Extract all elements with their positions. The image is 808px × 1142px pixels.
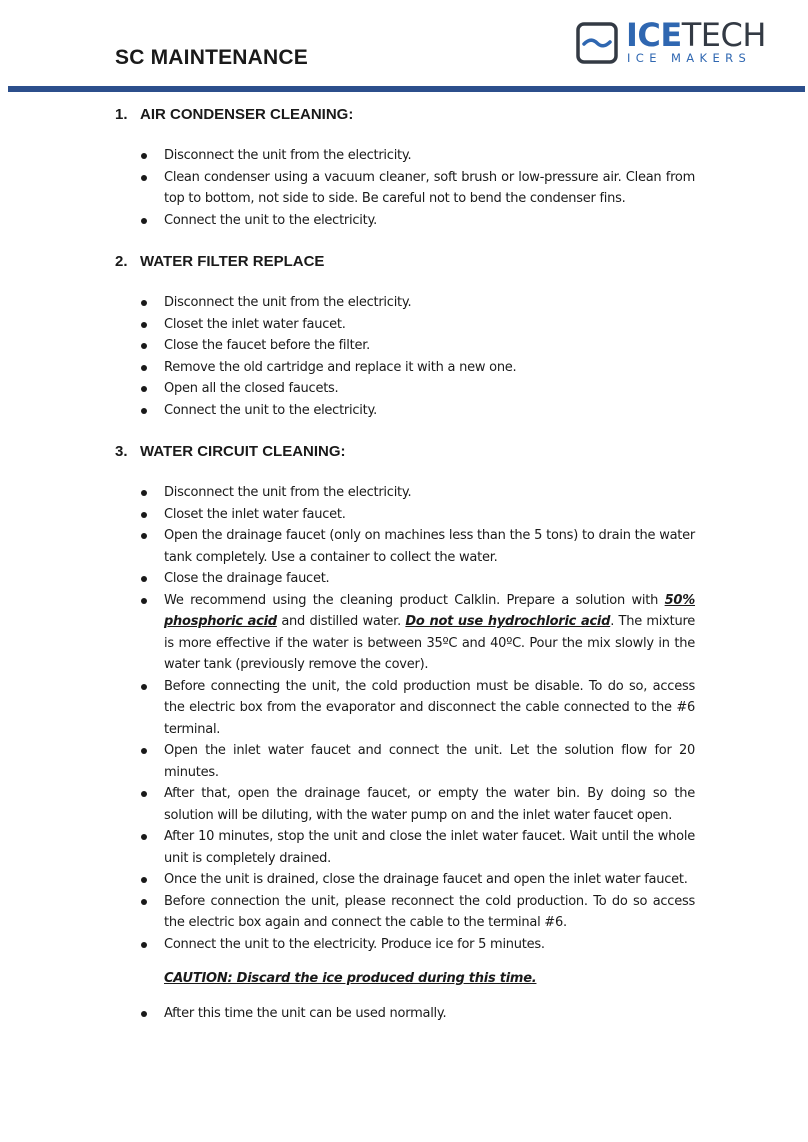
section-heading-water-circuit (115, 442, 695, 462)
list-item: Before connecting the unit, the cold production must be disable. To do so, access the electric box from the evaporator and disconnect the cable connected to the #6 terminal. (115, 676, 695, 741)
air-condenser-steps (115, 145, 695, 231)
list-item-calklin (115, 590, 695, 676)
list-item: Clean condenser using a vacuum cleaner, soft brush or low-pressure air. Clean from top to bottom, not side to side. Be careful not to bend the condenser fins. (115, 167, 695, 210)
list-item: Close the drainage faucet. (115, 568, 695, 590)
list-item: Close the faucet before the filter. (115, 335, 695, 357)
section-heading-water-filter (115, 252, 695, 272)
list-item: Disconnect the unit from the electricity. (115, 482, 695, 504)
header-rule (8, 86, 805, 92)
hydrochloric-warning-emphasis: Do not use hydrochloric acid (405, 614, 611, 629)
list-item: Connect the unit to the electricity. Produce ice for 5 minutes. (115, 934, 695, 956)
list-item: Disconnect the unit from the electricity. (115, 145, 695, 167)
list-item: Open the inlet water faucet and connect the unit. Let the solution flow for 20 minutes. (115, 740, 695, 783)
list-item: Connect the unit to the electricity. (115, 210, 695, 232)
water-circuit-steps (115, 482, 695, 955)
after-steps (115, 1003, 695, 1025)
logo-tagline: ICE MAKERS (627, 51, 752, 65)
list-item: Closet the inlet water faucet. (115, 314, 695, 336)
icetech-logo (576, 16, 766, 68)
section-heading-air-condenser (115, 105, 695, 125)
calklin-text-3: . The mixture is more effective if the water is between 35ºC and 40ºC. Pour the mix slowly in the water tank (previously remove the cover). (164, 614, 696, 672)
phosphoric-acid-emphasis: 50% phosphoric acid (164, 592, 695, 629)
section-number: 1. (115, 106, 128, 123)
calklin-text-2: and distilled water. (276, 614, 406, 629)
list-item: Once the unit is drained, close the drainage faucet and open the inlet water faucet. (115, 869, 695, 891)
caution-note (115, 968, 695, 990)
section-number: 2. (115, 253, 128, 270)
logo-brand (626, 17, 766, 53)
list-item: Open the drainage faucet (only on machines less than the 5 tons) to drain the water tank completely. Use a container to collect the water. (115, 525, 695, 568)
list-item: After 10 minutes, stop the unit and close the inlet water faucet. Wait until the whole unit is completely drained. (115, 826, 695, 869)
list-item: Open all the closed faucets. (115, 378, 695, 400)
calklin-text-1: We recommend using the cleaning product Calklin. Prepare a solution with (164, 592, 665, 608)
list-item: Closet the inlet water faucet. (115, 504, 695, 526)
section-number: 3. (115, 443, 128, 460)
section-title: WATER FILTER REPLACE (140, 253, 325, 270)
maintenance-content (115, 105, 695, 1024)
list-item: After that, open the drainage faucet, or empty the water bin. By doing so the solution will be diluting, with the water pump on and the inlet water faucet open. (115, 783, 695, 826)
list-item: Remove the old cartridge and replace it with a new one. (115, 357, 695, 379)
caution-text: CAUTION: Discard the ice produced during this time. (164, 971, 537, 986)
list-item: Disconnect the unit from the electricity. (115, 292, 695, 314)
list-item: Before connection the unit, please reconnect the cold production. To do so access the electric box again and connect the cable to the terminal #6. (115, 891, 695, 934)
list-item: After this time the unit can be used normally. (115, 1003, 695, 1025)
logo-brand-tech: TECH (681, 16, 766, 54)
section-title: WATER CIRCUIT CLEANING: (140, 443, 346, 460)
water-filter-steps (115, 292, 695, 421)
list-item: Connect the unit to the electricity. (115, 400, 695, 422)
ice-cube-icon (576, 22, 618, 64)
section-title: AIR CONDENSER CLEANING: (140, 106, 354, 123)
logo-brand-ice: ICE (626, 16, 682, 54)
page-title: SC MAINTENANCE (115, 46, 308, 69)
